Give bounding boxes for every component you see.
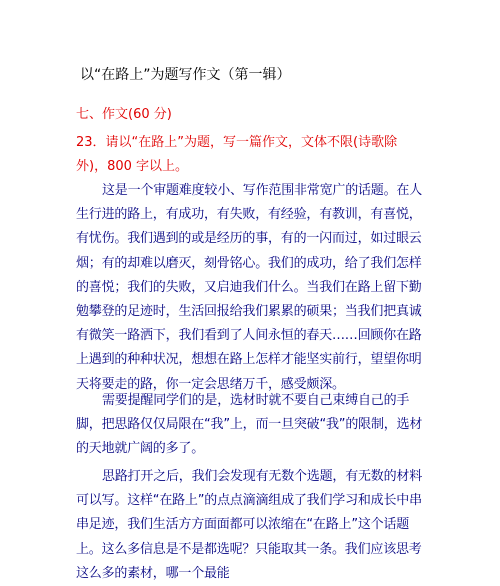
document-title: 以“在路上”为题写作文（第一辑） [80,67,291,83]
section-heading: 七、作文(60 分) [76,107,172,122]
question-prompt: 23．请以“在路上”为题，写一篇作文，文体不限(诗歌除外)，800 字以上。 [76,135,398,174]
body-paragraph-1: 这是一个审题难度较小、写作范围非常宽广的话题。在人生行进的路上，有成功，有失败，有经验，有教训，有喜悦，有忧伤。我们遇到的或是经历的事，有的一闪而过，如过眼云烟；有的却难以磨灭，刻骨铭心。我们的成功，给了我们怎样的喜悦；我们的失败，又启迪我们什么。当我们在路上留下勤勉攀登的足迹时，生活回报给我们累累的硕果；当我们把真诚有微笑一路洒下，我们看到了人间永恒的春天……回顾你在路上遇到的种种状况，想想在路上怎样才能坚实前行，望望你明天将要走的路，你一定会思绪万千，感受颇深。 [76,183,423,392]
body-paragraph-2: 需要提醒同学们的是，选材时就不要自己束缚自己的手脚，把思路仅仅局限在“我”上，而一旦突破“我”的限制，选材的天地就广阔的多了。 [76,393,423,457]
body-paragraph-3: 思路打开之后，我们会发现有无数个选题，有无数的材料可以写。这样“在路上”的点点滴滴组成了我们学习和成长中串串足迹，我们生活方方面面都可以浓缩在“在路上”这个话题上。这么多信息是不是都选呢？只能取其一条。我们应该思考这么多的素材，哪一个最能 [76,469,423,581]
